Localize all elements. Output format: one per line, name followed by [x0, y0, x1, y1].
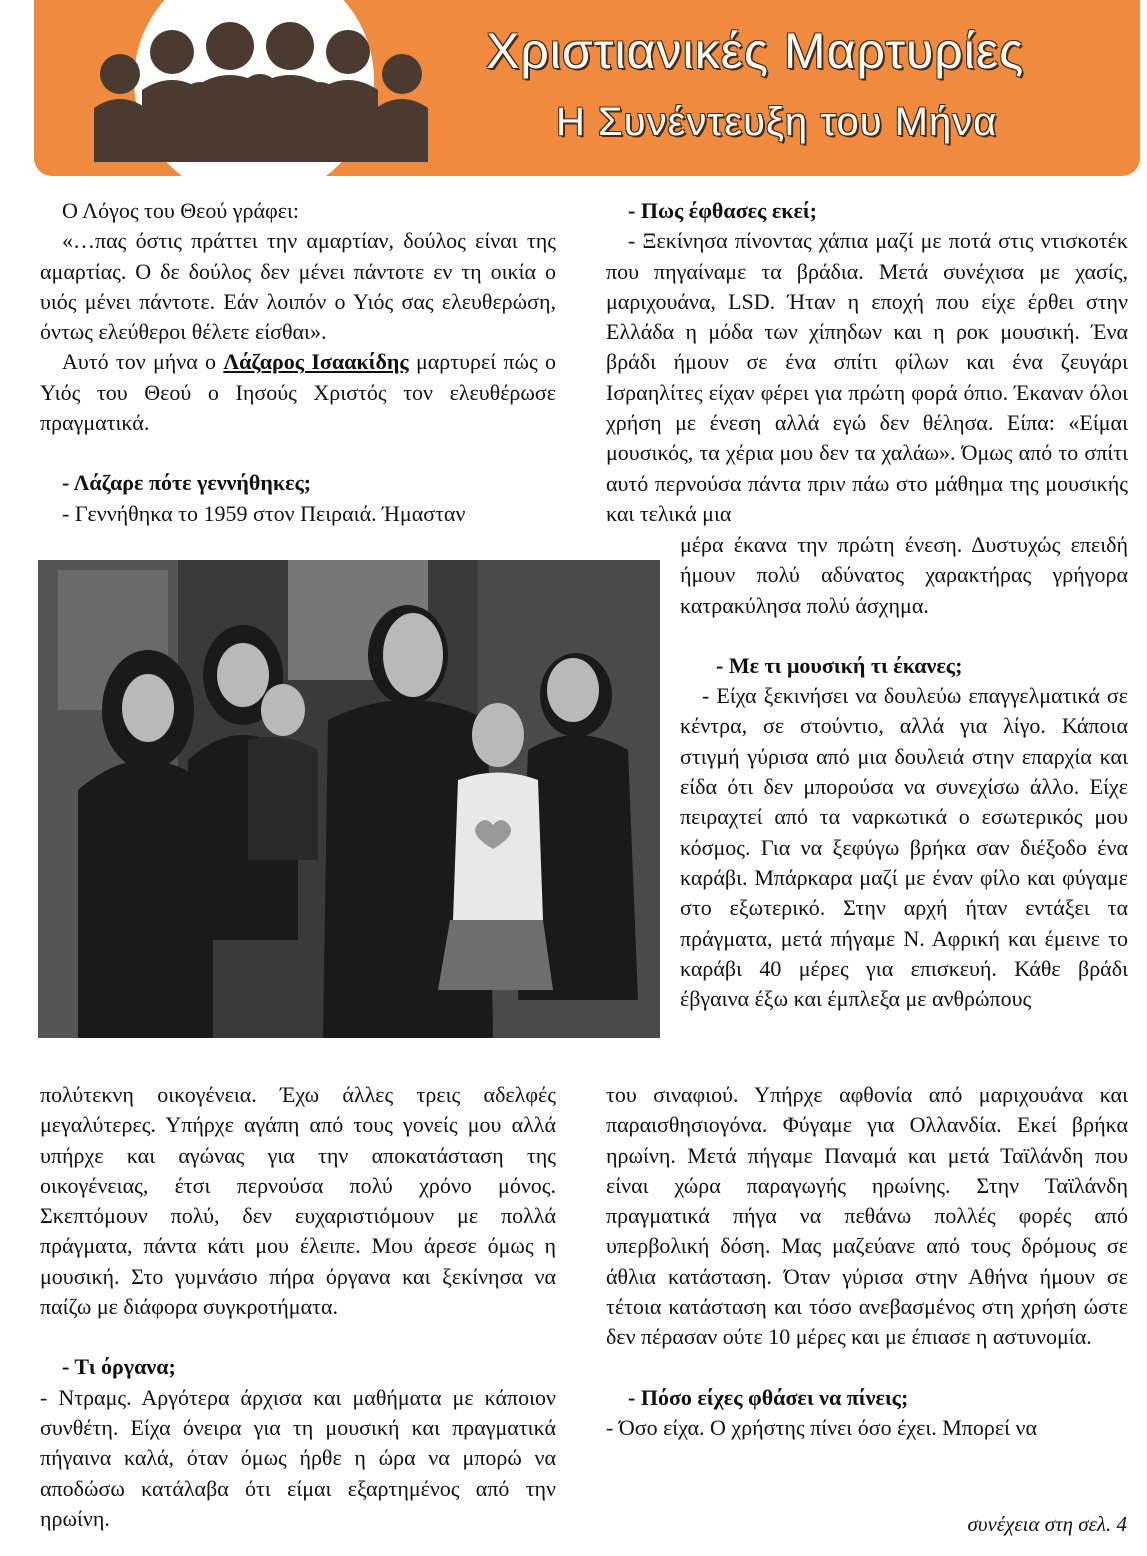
page-title: Χριστιανικές Μαρτυρίες: [486, 23, 1025, 79]
people-silhouettes-icon: [80, 12, 440, 162]
answer-4: - Είχα ξεκινήσει να δουλεύω επαγγελματικά σε κέντρα, σε στούντιο, αλλά για λίγο. Κάποια στιγμή γύρισα από μια δουλειά στην επαρχία και είδα ότι δεν μπορούσα να συνεχίσω άλλο. Είχε πειραχτεί από τα ναρκωτικά ο εσωτερικός μου κόσμος. Για να ξεφύγω βρήκα σαν διέξοδο ένα καράβι. Μπάρκαρα μαζί με έναν φίλο και φύγαμε στο εξωτερικό. Στην αρχή ήταν εντάξει τα πράγματα, μετά πήγαμε Ν. Αφρική και έμεινε το καράβι 40 μέρες για επισκευή. Κάθε βράδι έβγαινα έξω και έμπλεξα με ανθρώπους: [680, 683, 1128, 1012]
question-3: - Πως έφθασες εκεί;: [628, 198, 817, 223]
answer-5: - Όσο είχα. Ο χρήστης πίνει όσο έχει. Μπορεί να: [606, 1414, 1038, 1440]
page-subtitle: Η Συνέντευξη του Μήνα: [556, 100, 998, 144]
question-4: - Με τι μουσική τι έκανες;: [716, 652, 963, 678]
answer-1-continued: πολύτεκνη οικογένεια. Έχω άλλες τρεις αδελφές μεγαλύτερες. Υπήρχε αγάπη από τους γονείς μου αλλά υπήρχε και αγώνας για την αποκατάσταση της οικογένειας, έτσι περνούσα πολύ χρόνο μόνος. Σκεπτόμουν πολύ, δεν ευχαριστιόμουν με πολλά πράγματα, πάντα κάτι μου έλειπε. Μου άρεσε όμως η μουσική. Στο γυμνάσιο πήρα όργανα και ξεκίνησα να παίζω με διάφορα συγκροτήματα.: [40, 1082, 556, 1320]
intro-line: Ο Λόγος του Θεού γράφει:: [62, 198, 300, 223]
answer-3-continued: μέρα έκανα την πρώτη ένεση. Δυστυχώς επειδή ήμουν πολύ αδύνατος χαρακτήρας γρήγορα κατρακύλησα πολύ άσχημα.: [680, 532, 1128, 618]
answer-3: - Ξεκίνησα πίνοντας χάπια μαζί με ποτά στις ντισκοτέκ που πηγαίναμε τα βράδια. Μετά συνέχισα με χασίς, μαριχουάνα, LSD. Ήταν η εποχή που είχε έρθει στην Ελλάδα η μόδα των χίπηδων και η ροκ μουσική. Ένα βράδι ήμουν σε ένα σπίτι φίλων και ένα ζευγάρι Ισραηλίτες είχαν φέρει για πρώτη φορά όπιο. Έκαναν όλοι χρήση με ένεση αλλά εγώ δεν θέλησα. Είπα: «Είμαι μουσικός, τα χέρια μου δεν τα χαλάω». Όμως από το σπίτι αυτό περνούσα πάντα πριν πάω στο μάθημα της μουσικής και τελικά μια: [606, 228, 1128, 526]
answer-2: - Ντραμς. Αργότερα άρχισα και μαθήματα με κάποιον συνθέτη. Είχα όνειρα για τη μουσική και πραγματικά πήγαινα καλά, όταν όμως ήρθε η ώρα να μπορώ να αποδώσω κατάλαβα ότι είμαι εξαρτημένος από την ηρωίνη.: [40, 1384, 556, 1531]
question-1: - Λάζαρε πότε γεννήθηκες;: [62, 470, 312, 496]
left-column-top: [40, 196, 556, 529]
scripture-quote: «…πας όστις πράττει την αμαρτίαν, δούλος είναι της αμαρτίας. Ο δε δούλος δεν μένει πάντοτε εν τη οικία ο υιός μένει πάντοτε. Εάν λοιπόν ο Υιός σας ελευθερώση, όντως ελεύθεροι θέλετε είσθαι».: [40, 228, 556, 345]
header-banner: [34, 0, 1140, 176]
answer-1-top: - Γεννήθηκα το 1959 στον Πειραιά. Ήμασταν: [62, 500, 466, 526]
question-2: - Τι όργανα;: [62, 1354, 176, 1380]
question-5: - Πόσο είχες φθάσει να πίνεις;: [628, 1384, 909, 1410]
interviewee-name: Λάζαρος Ισαακίδης: [223, 349, 409, 375]
name-intro: Αυτό τον μήνα ο Λάζαρος Ισαακίδης μαρτυρεί πώς ο Υιός του Θεού ο Ιησούς Χριστός τον ελευθέρωσε πραγματικά.: [40, 349, 557, 436]
continued-note: συνέχεια στη σελ. 4: [967, 1512, 1127, 1536]
right-column-narrow: [680, 530, 1128, 1014]
answer-4-continued: του σιναφιού. Υπήρχε αφθονία από μαριχουάνα και παραισθησιογόνα. Φύγαμε για Ολλανδία. Εκεί βρήκα ηρωίνη. Μετά πήγαμε Παναμά και μετά Ταϊλάνδη που είναι χώρα παραγωγής ηρωίνης. Στην Ταϊλάνδη πραγματικά πήγα να πεθάνω πολλές φορές από υπερβολική δόση. Μας μαζεύανε από τους δρόμους σε άθλια κατάσταση. Όταν γύρισα στην Αθήνα ήμουν σε τέτοια κατάσταση και τόσο ανεβασμένος στη χρήση ώστε δεν πέρασαν ούτε 10 μέρες και με έπιασε η αστυνομία.: [606, 1082, 1128, 1350]
right-column-top: [606, 196, 1128, 529]
family-photo: [38, 560, 660, 1038]
left-column-bottom: [40, 1080, 556, 1534]
right-column-bottom: [606, 1080, 1128, 1443]
